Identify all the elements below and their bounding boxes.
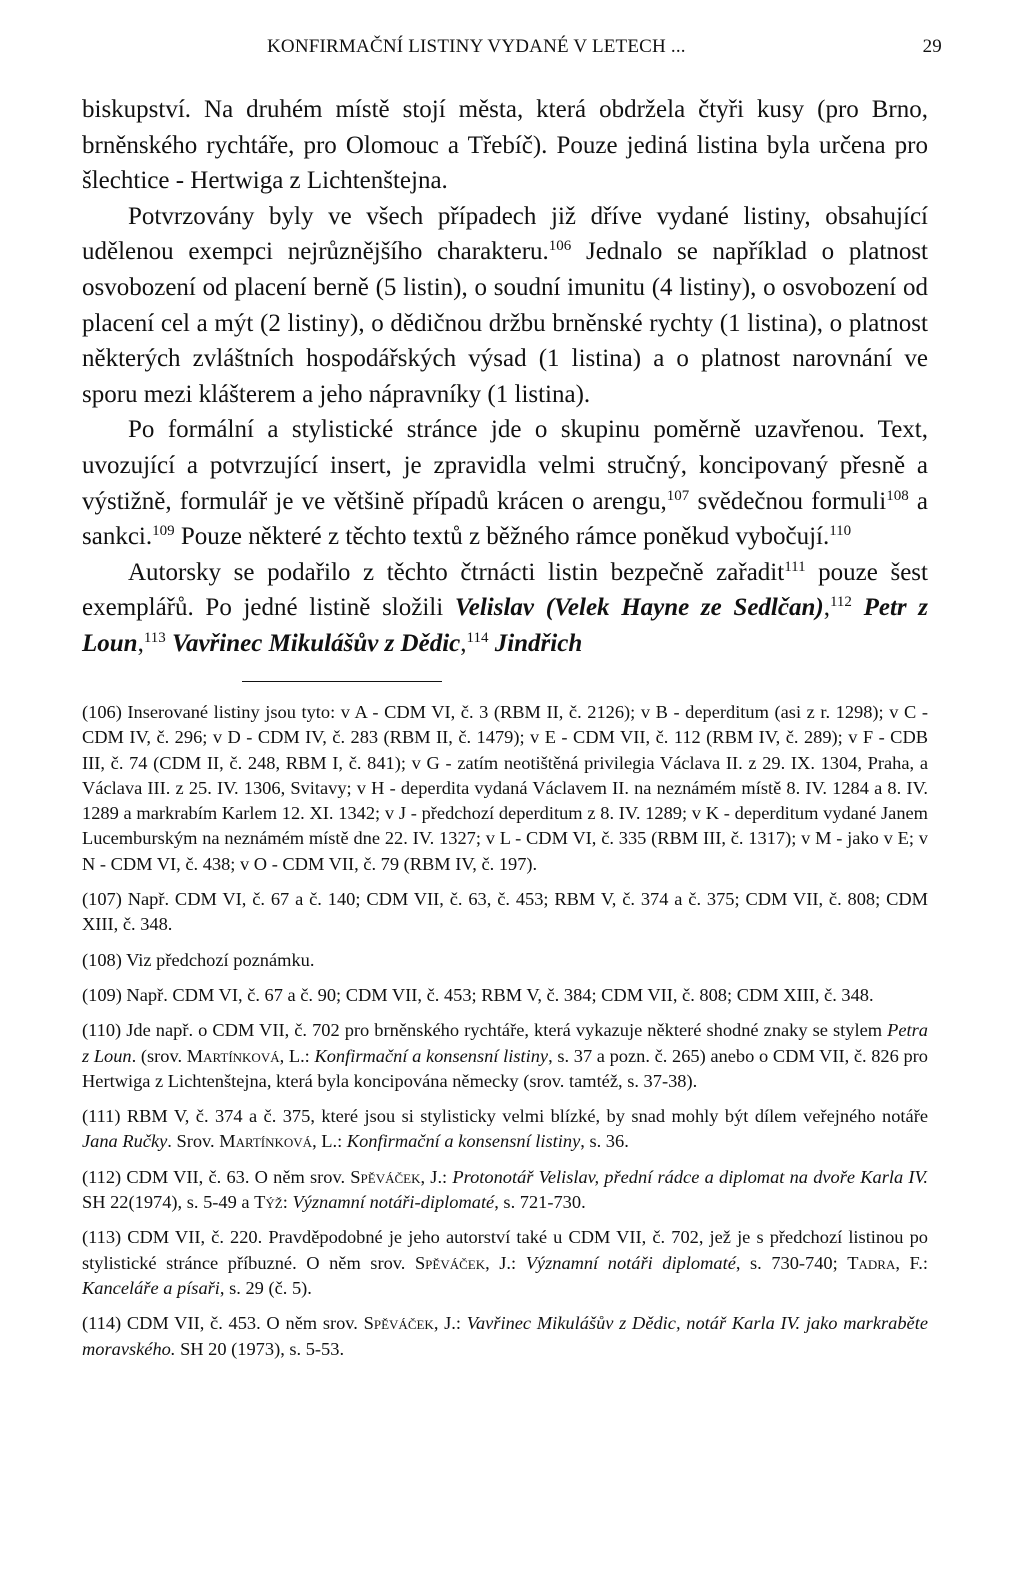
author-name: Spěváček xyxy=(350,1166,421,1187)
work-title: Protonotář Velislav, přední rádce a diplomat na dvoře Karla IV. xyxy=(452,1166,928,1187)
person-name-petr: Petr z Loun xyxy=(82,594,929,657)
running-head xyxy=(82,30,942,60)
paragraph-2: Potvrzovány byly ve všech případech již dříve vydané listiny, obsahující udělenou exempci nejrůznějšího charakteru.$^{106}$ Jednalo se například o platnost osvobození od placení berně (5 listin), o soudní imunitu (4 listiny), o osvobození od placení cel a mýt (2 listiny), o dědičnou držbu brněnské rychty (1 listina), o platnost některých zvláštních hospodářských výsad (1 listina) a o platnost narovnání ve sporu mezi klášterem a jeho nápravníky (1 listina). xyxy=(82,202,928,408)
footnote-112: (112) CDM VII, č. 63. O něm srov. Spěváček, J.: Protonotář Velislav, přední rádce a diplomat na dvoře Karla IV. SH 22(1974), s. 5-49 a Týž: Významní notáři-diplomaté, s. 721-730. xyxy=(82,1166,928,1213)
author-name: Spěváček xyxy=(363,1313,434,1334)
author-name: Týž xyxy=(254,1192,283,1213)
footnote-divider xyxy=(242,681,442,682)
paragraph-3: Po formální a stylistické stránce jde o skupinu poměrně uzavřenou. Text, uvozující a potvrzující insert, je zpravidla velmi stručný, koncipovaný přesně a výstižně, formulář je ve většině případů krácen o arengu,$^{107}$ svědečnou formuli$^{108}$ a sankci.$^{109}$ Pouze některé z těchto textů z běžného rámce poněkud vybočují.$^{110}$ xyxy=(82,416,928,551)
work-title: Významní notáři diplomaté xyxy=(525,1252,736,1273)
running-head-title: KONFIRMAČNÍ LISTINY VYDANÉ V LETECH ... xyxy=(267,36,686,57)
footnote-ref-106[interactable]: 106 xyxy=(548,238,572,255)
footnote-ref-107[interactable]: 107 xyxy=(666,487,690,504)
footnote-ref-110[interactable]: 110 xyxy=(829,523,852,540)
footnote-ref-114[interactable]: 114 xyxy=(466,629,489,646)
main-text xyxy=(82,92,928,662)
paragraph-1: biskupství. Na druhém místě stojí města, která obdržela čtyři kusy (pro Brno, brněnského rychtáře, pro Olomouc a Třebíč). Pouze jediná listina byla určena pro šlechtice - Hertwiga z Lichtenštejna. xyxy=(82,96,928,195)
footnote-ref-111[interactable]: 111 xyxy=(784,558,806,575)
footnote-107: (107) Např. CDM VI, č. 67 a č. 140; CDM VII, č. 63, č. 453; RBM V, č. 374 a č. 375; CDM VII, č. 808; CDM XIII, č. 348. xyxy=(82,889,928,935)
footnote-ref-108[interactable]: 108 xyxy=(886,487,909,504)
footnote-113: (113) CDM VII, č. 220. Pravděpodobné je jeho autorství také u CDM VII, č. 702, jež je s předchozí listinou po stylistické stránce příbuzné. O něm srov. Spěváček, J.: Významní notáři diplomaté, s. 730-740; Tadra, F.: Kanceláře a písaři, s. 29 (č. 5). xyxy=(82,1227,928,1298)
footnote-106: (106) Inserované listiny jsou tyto: v A - CDM VI, č. 3 (RBM II, č. 2126); v B - deperditum (asi z r. 1298); v C - CDM IV, č. 296; v D - CDM IV, č. 283 (RBM II, č. 1479); v E - CDM VII, č. 112 (RBM IV, č. 289); v F - CDB III, č. 74 (CDM II, č. 248, RBM I, č. 841); v G - zatím neotištěná privilegia Václava II. z 29. IX. 1304, Praha, a Václava III. z 25. IV. 1306, Svitavy; v H - deperdita vydaná Václavem II. na neznámém místě 8. IV. 1284 a 8. IV. 1289 a markrabím Karlem 12. XI. 1342; v J - předchozí deperditum z 8. IV. 1289; v K - deperditum vydané Janem Lucemburským na neznámém místě dne 22. IV. 1327; v L - CDM VI, č. 335 (RBM III, č. 1317); v M - jako v E; v N - CDM VI, č. 438; v O - CDM VII, č. 79 (RBM IV, č. 197). xyxy=(82,702,928,874)
footnote-109: (109) Např. CDM VI, č. 67 a č. 90; CDM VII, č. 453; RBM V, č. 384; CDM VII, č. 808; CDM XIII, č. 348. xyxy=(82,984,874,1005)
author-name: Martínková xyxy=(219,1131,313,1152)
footnote-ref-109[interactable]: 109 xyxy=(152,523,175,540)
author-name: Spěváček xyxy=(414,1252,486,1273)
work-title: Kanceláře a písaři xyxy=(82,1277,220,1298)
work-title: Konfirmační a konsensní listiny xyxy=(346,1131,581,1152)
footnote-ref-113[interactable]: 113 xyxy=(143,629,166,646)
person-name-velislav: Velislav (Velek Hayne ze Sedlčan) xyxy=(454,594,824,622)
person-name-vavrinec: Vavřinec Mikulášův z Dědic xyxy=(172,629,461,657)
author-name: Martínková xyxy=(186,1045,280,1066)
footnote-110: (110) Jde např. o CDM VII, č. 702 pro brněnského rychtáře, která vykazuje některé shodné znaky se stylem Petra z Loun. (srov. Martínková, L.: Konfirmační a konsensní listiny, s. 37 a pozn. č. 265) anebo o CDM VII, č. 826 pro Hertwiga z Lichtenštejna, která byla koncipována německy (srov. tamtéž, s. 37-38). xyxy=(82,1020,928,1091)
person-name-jindrich: Jindřich xyxy=(494,629,583,657)
work-title: Vavřinec Mikulášův z Dědic, notář Karla IV. jako markraběte moravského. xyxy=(82,1313,928,1359)
paragraph-4: Autorsky se podařilo z těchto čtrnácti listin bezpečně zařadit$^{111}$ pouze šest exemplářů. Po jedné listině složili Velislav (Velek Hayne ze Sedlčan),$^{112}$ Petr z Loun,$^{113}$ Vavřinec Mikulášův z Dědic,$^{114}$ Jindřich xyxy=(82,558,929,657)
footnotes xyxy=(82,700,928,1372)
footnote-108: (108) Viz předchozí poznámku. xyxy=(82,949,315,970)
footnote-114: (114) CDM VII, č. 453. O něm srov. Spěváček, J.: Vavřinec Mikulášův z Dědic, notář Karla IV. jako markraběte moravského. SH 20 (1973), s. 5-53. xyxy=(82,1313,928,1359)
author-name: Tadra xyxy=(847,1252,896,1273)
page-number: 29 xyxy=(922,36,942,57)
work-title: Konfirmační a konsensní listiny xyxy=(314,1045,549,1066)
footnote-111: (111) RBM V, č. 374 a č. 375, které jsou si stylisticky velmi blízké, by snad mohly být dílem veřejného notáře Jana Ručky. Srov. Martínková, L.: Konfirmační a konsensní listiny, s. 36. xyxy=(82,1106,928,1152)
footnote-ref-112[interactable]: 112 xyxy=(829,594,852,611)
work-title: Významní notáři-diplomaté xyxy=(292,1192,495,1213)
